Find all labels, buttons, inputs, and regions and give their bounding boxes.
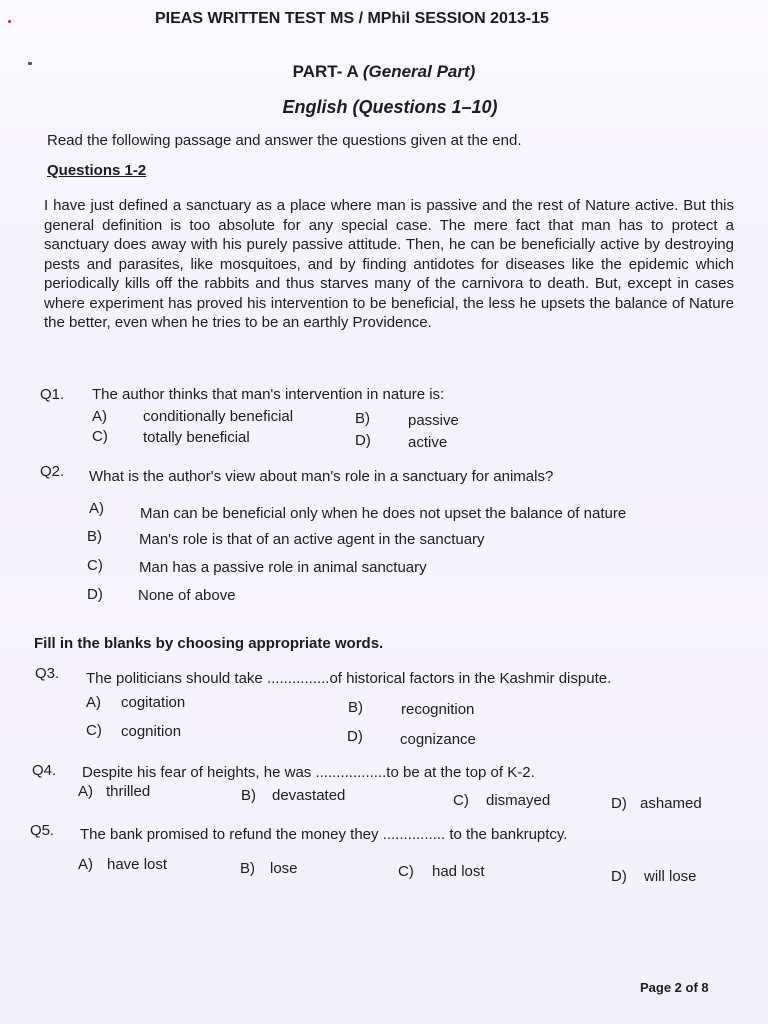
q5-option-text: lose xyxy=(270,860,298,877)
q2-option-letter: A) xyxy=(89,500,104,517)
q3-number: Q3. xyxy=(35,665,60,682)
q1-option-text: active xyxy=(408,434,448,451)
q4-option-letter: D) xyxy=(611,795,627,812)
q3-option-letter: D) xyxy=(347,728,363,745)
q5-text: The bank promised to refund the money they ............... to the bankruptcy. xyxy=(80,826,568,843)
q5-option-text: have lost xyxy=(107,856,168,873)
q2-option-letter: C) xyxy=(87,557,103,574)
q2-number: Q2. xyxy=(40,463,65,480)
q5-option-letter: B) xyxy=(240,860,255,877)
q4-option-letter: A) xyxy=(78,783,93,800)
q5-option-letter: A) xyxy=(78,856,93,873)
q1-text: The author thinks that man's intervention in nature is: xyxy=(92,386,445,403)
q3-option-text: recognition xyxy=(401,701,475,718)
part-heading: PART- A (General Part) xyxy=(292,62,476,81)
q5-option-text: will lose xyxy=(644,868,697,885)
q3-option-text: cogitation xyxy=(121,694,186,711)
q5-option-letter: C) xyxy=(398,863,414,880)
ink-mark xyxy=(8,20,11,23)
q5-option-text: had lost xyxy=(432,863,485,880)
q2-option-text: Man's role is that of an active agent in the sanctuary xyxy=(139,531,485,548)
q4-option-text: thrilled xyxy=(106,783,151,800)
fill-in-blanks-heading: Fill in the blanks by choosing appropriate words. xyxy=(34,635,384,652)
q1-option-letter: A) xyxy=(92,408,107,425)
q1-option-letter: C) xyxy=(92,428,108,445)
q5-option-letter: D) xyxy=(611,868,627,885)
instruction-text: Read the following passage and answer the questions given at the end. xyxy=(47,132,522,149)
q4-option-text: devastated xyxy=(272,787,346,804)
q1-option-text: passive xyxy=(408,412,459,429)
q4-option-letter: C) xyxy=(453,792,469,809)
q3-option-text: cognition xyxy=(121,723,182,740)
section-heading: English (Questions 1–10) xyxy=(282,97,498,117)
page-number: Page 2 of 8 xyxy=(640,980,709,995)
q1-option-letter: D) xyxy=(355,432,371,449)
q2-text: What is the author's view about man's role in a sanctuary for animals? xyxy=(89,468,554,485)
q4-option-letter: B) xyxy=(241,787,256,804)
exam-title: PIEAS WRITTEN TEST MS / MPhil SESSION 2013-15 xyxy=(155,10,549,27)
questions-heading: Questions 1-2 xyxy=(47,162,147,179)
q1-option-text: totally beneficial xyxy=(143,429,250,446)
q2-option-text: None of above xyxy=(138,587,236,604)
q1-option-text: conditionally beneficial xyxy=(143,408,294,425)
q2-option-text: Man has a passive role in animal sanctuary xyxy=(139,559,427,576)
q4-number: Q4. xyxy=(32,762,57,779)
q3-text: The politicians should take ...............of historical factors in the Kashmir dispute. xyxy=(86,670,612,687)
q1-number: Q1. xyxy=(40,386,65,403)
q2-option-text: Man can be beneficial only when he does not upset the balance of nature xyxy=(140,505,627,522)
q2-option-letter: D) xyxy=(87,586,103,603)
q4-option-text: dismayed xyxy=(486,792,551,809)
q3-option-letter: B) xyxy=(348,699,363,716)
q3-option-letter: C) xyxy=(86,722,102,739)
q4-option-text: ashamed xyxy=(640,795,702,812)
q4-text: Despite his fear of heights, he was .................to be at the top of K-2. xyxy=(82,764,535,781)
q5-number: Q5. xyxy=(30,822,55,839)
q2-option-letter: B) xyxy=(87,528,102,545)
q3-option-letter: A) xyxy=(86,694,101,711)
q1-option-letter: B) xyxy=(355,410,370,427)
q3-option-text: cognizance xyxy=(400,731,476,748)
reading-passage: I have just defined a sanctuary as a place where man is passive and the rest of Nature active. But this general definition is too absolute for any special case. The mere fact that man has to protect a sanctuary does away with his purely passive attitude. Then, he can be beneficially active by destroying pests and parasites, like mosquitoes, and by finding antidotes for diseases like the epidemic which periodically kills off the rabbits and thus starves many of the carnivora to death. But, except in cases where experiment has proved his intervention to be beneficial, the less he upsets the balance of Nature the better, even when he tries to be an earthly Providence. xyxy=(44,197,734,331)
